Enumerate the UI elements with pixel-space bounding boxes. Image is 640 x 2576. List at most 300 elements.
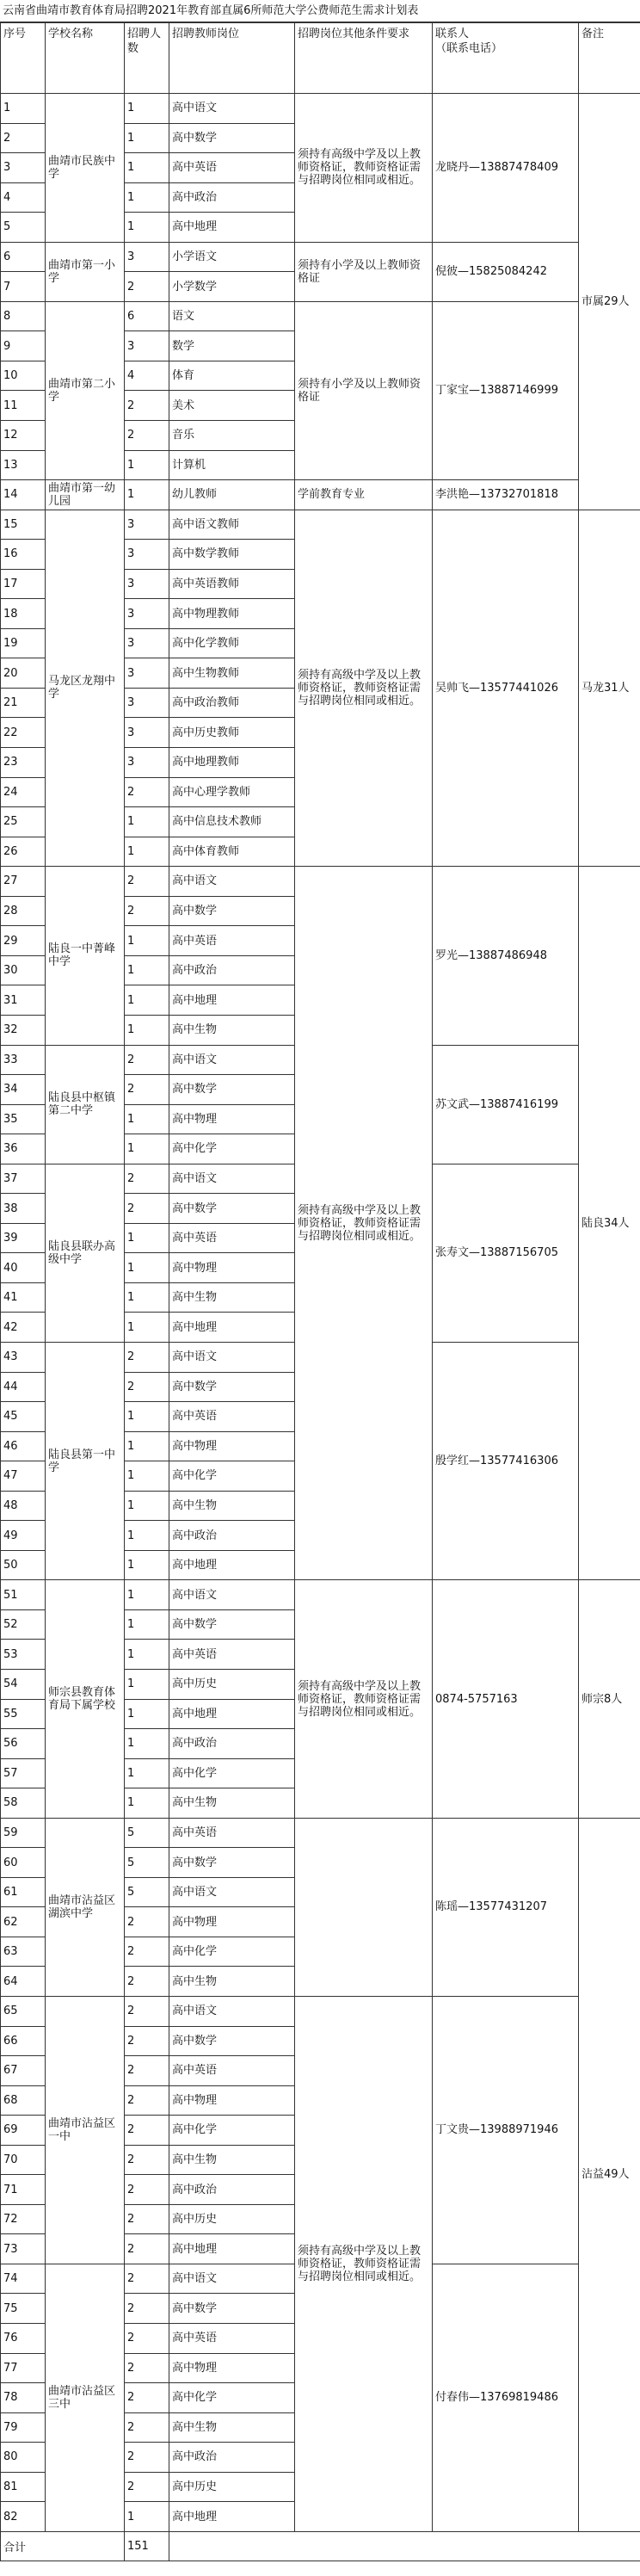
contact-cell: 丁家宝—13887146999 [433, 301, 579, 479]
position-cell: 高中地理 [169, 213, 295, 243]
row-number-cell: 66 [1, 2026, 46, 2056]
count-cell: 2 [125, 896, 169, 926]
recruitment-plan-table [0, 22, 640, 2561]
position-cell: 高中政治 [169, 182, 295, 213]
header-no: 序号 [1, 23, 46, 94]
row-number-cell: 6 [1, 242, 46, 272]
row-number-cell: 49 [1, 1521, 46, 1551]
count-cell: 3 [125, 510, 169, 540]
count-cell: 3 [125, 569, 169, 599]
count-cell: 3 [125, 540, 169, 570]
contact-cell: 丁文贵—13988971946 [433, 1997, 579, 2264]
count-cell: 1 [125, 1521, 169, 1551]
count-cell: 1 [125, 1461, 169, 1492]
position-cell: 高中信息技术教师 [169, 807, 295, 837]
remark-cell: 陆良34人 [579, 867, 640, 1580]
count-cell: 5 [125, 1818, 169, 1848]
count-cell: 1 [125, 1104, 169, 1134]
count-cell: 2 [125, 2264, 169, 2294]
contact-cell: 殷学红—13577416306 [433, 1342, 579, 1579]
contact-cell: 付春伟—13769819486 [433, 2264, 579, 2531]
row-number-cell: 57 [1, 1758, 46, 1788]
requirements-cell: 须持有高级中学及以上教师资格证，教师资格证需与招聘岗位相同或相近。 [295, 867, 433, 1580]
count-cell: 1 [125, 450, 169, 480]
position-cell: 高中生物 [169, 1491, 295, 1521]
count-cell: 1 [125, 1491, 169, 1521]
position-cell: 高中英语教师 [169, 569, 295, 599]
school-name-cell: 曲靖市第二小学 [46, 301, 125, 479]
count-cell: 2 [125, 1164, 169, 1194]
count-cell: 3 [125, 242, 169, 272]
count-cell: 2 [125, 777, 169, 807]
row-number-cell: 77 [1, 2353, 46, 2383]
position-cell: 高中英语 [169, 2056, 295, 2086]
table-row [1, 1580, 640, 1610]
row-number-cell: 15 [1, 510, 46, 540]
count-cell: 3 [125, 628, 169, 658]
row-number-cell: 44 [1, 1372, 46, 1402]
row-number-cell: 73 [1, 2234, 46, 2264]
position-cell: 高中化学 [169, 1937, 295, 1967]
count-cell: 1 [125, 807, 169, 837]
row-number-cell: 62 [1, 1907, 46, 1937]
position-cell: 高中政治 [169, 2175, 295, 2205]
row-number-cell: 43 [1, 1342, 46, 1372]
position-cell: 高中化学教师 [169, 628, 295, 658]
position-cell: 高中数学 [169, 1372, 295, 1402]
position-cell: 高中英语 [169, 1223, 295, 1253]
count-cell: 2 [125, 391, 169, 421]
row-number-cell: 78 [1, 2383, 46, 2413]
position-cell: 高中数学 [169, 896, 295, 926]
row-number-cell: 60 [1, 1848, 46, 1878]
count-cell: 2 [125, 2204, 169, 2234]
position-cell: 高中语文教师 [169, 510, 295, 540]
row-number-cell: 47 [1, 1461, 46, 1492]
position-cell: 高中地理 [169, 1313, 295, 1343]
row-number-cell: 40 [1, 1253, 46, 1283]
position-cell: 高中历史 [169, 2204, 295, 2234]
count-cell: 2 [125, 2472, 169, 2502]
row-number-cell: 67 [1, 2056, 46, 2086]
row-number-cell: 52 [1, 1609, 46, 1640]
row-number-cell: 14 [1, 480, 46, 510]
position-cell: 高中物理 [169, 1104, 295, 1134]
position-cell: 高中物理 [169, 1253, 295, 1283]
requirements-cell: 须持有小学及以上教师资格证 [295, 301, 433, 479]
row-number-cell: 39 [1, 1223, 46, 1253]
row-number-cell: 30 [1, 955, 46, 985]
row-number-cell: 21 [1, 688, 46, 718]
count-cell: 3 [125, 748, 169, 778]
row-number-cell: 59 [1, 1818, 46, 1848]
school-name-cell: 曲靖市第一小学 [46, 242, 125, 301]
row-number-cell: 11 [1, 391, 46, 421]
school-name-cell: 曲靖市沾益区湖滨中学 [46, 1818, 125, 1996]
count-cell: 2 [125, 2026, 169, 2056]
position-cell: 计算机 [169, 450, 295, 480]
requirements-cell: 学前教育专业 [295, 480, 433, 510]
contact-cell: 李洪艳—13732701818 [433, 480, 579, 510]
count-cell: 4 [125, 361, 169, 391]
position-cell: 体育 [169, 361, 295, 391]
position-cell: 高中语文 [169, 94, 295, 124]
count-cell: 5 [125, 1877, 169, 1907]
position-cell: 高中心理学教师 [169, 777, 295, 807]
position-cell: 高中化学 [169, 2383, 295, 2413]
position-cell: 高中生物 [169, 2412, 295, 2443]
position-cell: 高中数学 [169, 1075, 295, 1105]
position-cell: 小学语文 [169, 242, 295, 272]
school-name-cell: 曲靖市沾益区一中 [46, 1997, 125, 2264]
row-number-cell: 22 [1, 718, 46, 748]
count-cell: 2 [125, 2412, 169, 2443]
count-cell: 2 [125, 1075, 169, 1105]
count-cell: 5 [125, 1848, 169, 1878]
row-number-cell: 80 [1, 2443, 46, 2473]
table-row [1, 1997, 640, 2027]
row-number-cell: 76 [1, 2324, 46, 2354]
page-title: 云南省曲靖市教育体育局招聘2021年教育部直属6所师范大学公费师范生需求计划表 [0, 0, 640, 22]
count-cell: 3 [125, 599, 169, 629]
school-name-cell: 曲靖市第一幼儿园 [46, 480, 125, 510]
contact-cell: 苏文武—13887416199 [433, 1045, 579, 1164]
position-cell: 高中语文 [169, 1580, 295, 1610]
position-cell: 高中物理教师 [169, 599, 295, 629]
position-cell: 高中化学 [169, 1461, 295, 1492]
count-cell: 2 [125, 1372, 169, 1402]
header-contact: 联系人 （联系电话） [433, 23, 579, 94]
position-cell: 高中地理 [169, 2502, 295, 2532]
count-cell: 1 [125, 1758, 169, 1788]
count-cell: 2 [125, 272, 169, 302]
contact-cell: 陈瑶—13577431207 [433, 1818, 579, 1996]
row-number-cell: 65 [1, 1997, 46, 2027]
contact-cell: 张寿文—13887156705 [433, 1164, 579, 1342]
row-number-cell: 63 [1, 1937, 46, 1967]
position-cell: 高中生物 [169, 1788, 295, 1819]
requirements-cell: 须持有小学及以上教师资格证 [295, 242, 433, 301]
count-cell: 2 [125, 1967, 169, 1997]
count-cell: 1 [125, 1580, 169, 1610]
table-row [1, 867, 640, 897]
count-cell: 1 [125, 1253, 169, 1283]
total-label: 合计 [1, 2531, 125, 2561]
row-number-cell: 25 [1, 807, 46, 837]
position-cell: 高中数学 [169, 123, 295, 153]
count-cell: 1 [125, 480, 169, 510]
position-cell: 高中英语 [169, 1402, 295, 1432]
count-cell: 1 [125, 837, 169, 867]
count-cell: 1 [125, 955, 169, 985]
position-cell: 高中生物教师 [169, 658, 295, 689]
table-row [1, 242, 640, 272]
row-number-cell: 4 [1, 182, 46, 213]
count-cell: 1 [125, 213, 169, 243]
count-cell: 1 [125, 2502, 169, 2532]
table-row [1, 1818, 640, 1848]
row-number-cell: 1 [1, 94, 46, 124]
row-number-cell: 12 [1, 421, 46, 451]
row-number-cell: 58 [1, 1788, 46, 1819]
position-cell: 高中语文 [169, 1877, 295, 1907]
school-name-cell: 陆良县联办高级中学 [46, 1164, 125, 1342]
position-cell: 高中英语 [169, 153, 295, 183]
position-cell: 数学 [169, 331, 295, 361]
position-cell: 高中数学 [169, 2294, 295, 2324]
position-cell: 高中语文 [169, 2264, 295, 2294]
position-cell: 高中英语 [169, 926, 295, 956]
position-cell: 高中地理 [169, 2234, 295, 2264]
requirements-cell [295, 1818, 433, 1996]
count-cell: 1 [125, 1134, 169, 1164]
row-number-cell: 56 [1, 1729, 46, 1759]
count-cell: 1 [125, 1699, 169, 1729]
count-cell: 2 [125, 2145, 169, 2175]
position-cell: 高中数学 [169, 1609, 295, 1640]
school-name-cell: 陆良县第一中学 [46, 1342, 125, 1579]
row-number-cell: 23 [1, 748, 46, 778]
count-cell: 2 [125, 1907, 169, 1937]
contact-cell: 罗光—13887486948 [433, 867, 579, 1045]
count-cell: 1 [125, 1788, 169, 1819]
count-cell: 2 [125, 2056, 169, 2086]
count-cell: 2 [125, 1194, 169, 1224]
position-cell: 高中英语 [169, 2324, 295, 2354]
position-cell: 高中地理教师 [169, 748, 295, 778]
position-cell: 高中物理 [169, 2085, 295, 2116]
school-name-cell: 陆良一中菁峰中学 [46, 867, 125, 1045]
header-remark: 备注 [579, 23, 640, 94]
row-number-cell: 5 [1, 213, 46, 243]
row-number-cell: 55 [1, 1699, 46, 1729]
table-row [1, 480, 640, 510]
position-cell: 高中语文 [169, 1164, 295, 1194]
row-number-cell: 19 [1, 628, 46, 658]
total-empty [169, 2531, 640, 2561]
row-number-cell: 68 [1, 2085, 46, 2116]
row-number-cell: 74 [1, 2264, 46, 2294]
position-cell: 高中物理 [169, 2353, 295, 2383]
row-number-cell: 32 [1, 1015, 46, 1045]
row-number-cell: 31 [1, 985, 46, 1016]
position-cell: 高中英语 [169, 1818, 295, 1848]
count-cell: 2 [125, 1997, 169, 2027]
header-position: 招聘教师岗位 [169, 23, 295, 94]
position-cell: 高中历史 [169, 2472, 295, 2502]
total-count: 151 [125, 2531, 169, 2561]
row-number-cell: 54 [1, 1669, 46, 1699]
header-row [1, 23, 640, 94]
position-cell: 高中政治 [169, 1521, 295, 1551]
row-number-cell: 13 [1, 450, 46, 480]
count-cell: 2 [125, 1045, 169, 1075]
position-cell: 高中语文 [169, 1342, 295, 1372]
school-name-cell: 马龙区龙翔中学 [46, 510, 125, 867]
count-cell: 2 [125, 2234, 169, 2264]
remark-cell: 马龙31人 [579, 510, 640, 867]
table-row [1, 94, 640, 124]
position-cell: 高中生物 [169, 1967, 295, 1997]
row-number-cell: 50 [1, 1550, 46, 1580]
count-cell: 1 [125, 1640, 169, 1670]
position-cell: 高中政治 [169, 1729, 295, 1759]
row-number-cell: 46 [1, 1431, 46, 1461]
row-number-cell: 35 [1, 1104, 46, 1134]
position-cell: 高中数学 [169, 1194, 295, 1224]
count-cell: 2 [125, 2443, 169, 2473]
contact-cell: 0874-5757163 [433, 1580, 579, 1818]
header-requirements: 招聘岗位其他条件要求 [295, 23, 433, 94]
row-number-cell: 42 [1, 1313, 46, 1343]
count-cell: 2 [125, 867, 169, 897]
count-cell: 1 [125, 153, 169, 183]
position-cell: 高中地理 [169, 985, 295, 1016]
position-cell: 语文 [169, 301, 295, 331]
count-cell: 3 [125, 658, 169, 689]
row-number-cell: 20 [1, 658, 46, 689]
position-cell: 高中化学 [169, 1134, 295, 1164]
header-count: 招聘人数 [125, 23, 169, 94]
position-cell: 高中体育教师 [169, 837, 295, 867]
row-number-cell: 26 [1, 837, 46, 867]
row-number-cell: 17 [1, 569, 46, 599]
count-cell: 1 [125, 1282, 169, 1313]
table-row [1, 510, 640, 540]
position-cell: 高中数学教师 [169, 540, 295, 570]
count-cell: 2 [125, 2085, 169, 2116]
row-number-cell: 9 [1, 331, 46, 361]
count-cell: 3 [125, 688, 169, 718]
school-name-cell: 曲靖市沾益区三中 [46, 2264, 125, 2531]
position-cell: 小学数学 [169, 272, 295, 302]
position-cell: 高中生物 [169, 1282, 295, 1313]
row-number-cell: 16 [1, 540, 46, 570]
remark-cell: 师宗8人 [579, 1580, 640, 1818]
position-cell: 高中地理 [169, 1550, 295, 1580]
count-cell: 1 [125, 1223, 169, 1253]
count-cell: 1 [125, 1550, 169, 1580]
row-number-cell: 8 [1, 301, 46, 331]
row-number-cell: 82 [1, 2502, 46, 2532]
contact-cell: 倪彼—15825084242 [433, 242, 579, 301]
position-cell: 高中化学 [169, 2116, 295, 2146]
row-number-cell: 28 [1, 896, 46, 926]
row-number-cell: 24 [1, 777, 46, 807]
count-cell: 2 [125, 421, 169, 451]
school-name-cell: 曲靖市民族中学 [46, 94, 125, 243]
count-cell: 3 [125, 718, 169, 748]
count-cell: 1 [125, 1313, 169, 1343]
count-cell: 1 [125, 94, 169, 124]
total-row [1, 2531, 640, 2561]
count-cell: 2 [125, 2294, 169, 2324]
row-number-cell: 18 [1, 599, 46, 629]
row-number-cell: 51 [1, 1580, 46, 1610]
row-number-cell: 72 [1, 2204, 46, 2234]
row-number-cell: 7 [1, 272, 46, 302]
position-cell: 高中政治 [169, 2443, 295, 2473]
position-cell: 高中数学 [169, 1848, 295, 1878]
count-cell: 2 [125, 2353, 169, 2383]
position-cell: 高中历史教师 [169, 718, 295, 748]
row-number-cell: 2 [1, 123, 46, 153]
count-cell: 1 [125, 123, 169, 153]
row-number-cell: 37 [1, 1164, 46, 1194]
position-cell: 高中物理 [169, 1431, 295, 1461]
row-number-cell: 38 [1, 1194, 46, 1224]
row-number-cell: 34 [1, 1075, 46, 1105]
position-cell: 高中政治 [169, 955, 295, 985]
row-number-cell: 3 [1, 153, 46, 183]
position-cell: 高中生物 [169, 1015, 295, 1045]
row-number-cell: 48 [1, 1491, 46, 1521]
count-cell: 1 [125, 1609, 169, 1640]
row-number-cell: 41 [1, 1282, 46, 1313]
requirements-cell: 须持有高级中学及以上教师资格证，教师资格证需与招聘岗位相同或相近。 [295, 510, 433, 867]
requirements-cell: 须持有高级中学及以上教师资格证，教师资格证需与招聘岗位相同或相近。 [295, 94, 433, 243]
row-number-cell: 64 [1, 1967, 46, 1997]
row-number-cell: 70 [1, 2145, 46, 2175]
position-cell: 高中数学 [169, 2026, 295, 2056]
position-cell: 高中生物 [169, 2145, 295, 2175]
requirements-cell: 须持有高级中学及以上教师资格证，教师资格证需与招聘岗位相同或相近。 [295, 1997, 433, 2532]
row-number-cell: 29 [1, 926, 46, 956]
position-cell: 高中历史 [169, 1669, 295, 1699]
count-cell: 2 [125, 2116, 169, 2146]
position-cell: 音乐 [169, 421, 295, 451]
count-cell: 2 [125, 2324, 169, 2354]
count-cell: 1 [125, 1431, 169, 1461]
row-number-cell: 10 [1, 361, 46, 391]
row-number-cell: 69 [1, 2116, 46, 2146]
position-cell: 高中语文 [169, 1997, 295, 2027]
remark-cell: 沾益49人 [579, 1818, 640, 2531]
position-cell: 高中政治教师 [169, 688, 295, 718]
position-cell: 高中英语 [169, 1640, 295, 1670]
row-number-cell: 27 [1, 867, 46, 897]
count-cell: 2 [125, 2175, 169, 2205]
count-cell: 2 [125, 2383, 169, 2413]
count-cell: 3 [125, 331, 169, 361]
school-name-cell: 师宗县教育体育局下属学校 [46, 1580, 125, 1818]
row-number-cell: 61 [1, 1877, 46, 1907]
row-number-cell: 79 [1, 2412, 46, 2443]
table-row [1, 301, 640, 331]
remark-cell: 市属29人 [579, 94, 640, 510]
count-cell: 1 [125, 1015, 169, 1045]
count-cell: 1 [125, 1402, 169, 1432]
position-cell: 美术 [169, 391, 295, 421]
row-number-cell: 33 [1, 1045, 46, 1075]
requirements-cell: 须持有高级中学及以上教师资格证，教师资格证需与招聘岗位相同或相近。 [295, 1580, 433, 1818]
position-cell: 高中语文 [169, 867, 295, 897]
count-cell: 1 [125, 1729, 169, 1759]
row-number-cell: 53 [1, 1640, 46, 1670]
row-number-cell: 71 [1, 2175, 46, 2205]
row-number-cell: 81 [1, 2472, 46, 2502]
school-name-cell: 陆良县中枢镇第二中学 [46, 1045, 125, 1164]
contact-cell: 龙晓丹—13887478409 [433, 94, 579, 243]
count-cell: 1 [125, 926, 169, 956]
row-number-cell: 75 [1, 2294, 46, 2324]
count-cell: 6 [125, 301, 169, 331]
position-cell: 高中物理 [169, 1907, 295, 1937]
count-cell: 1 [125, 985, 169, 1016]
count-cell: 2 [125, 1937, 169, 1967]
count-cell: 1 [125, 1669, 169, 1699]
header-school: 学校名称 [46, 23, 125, 94]
